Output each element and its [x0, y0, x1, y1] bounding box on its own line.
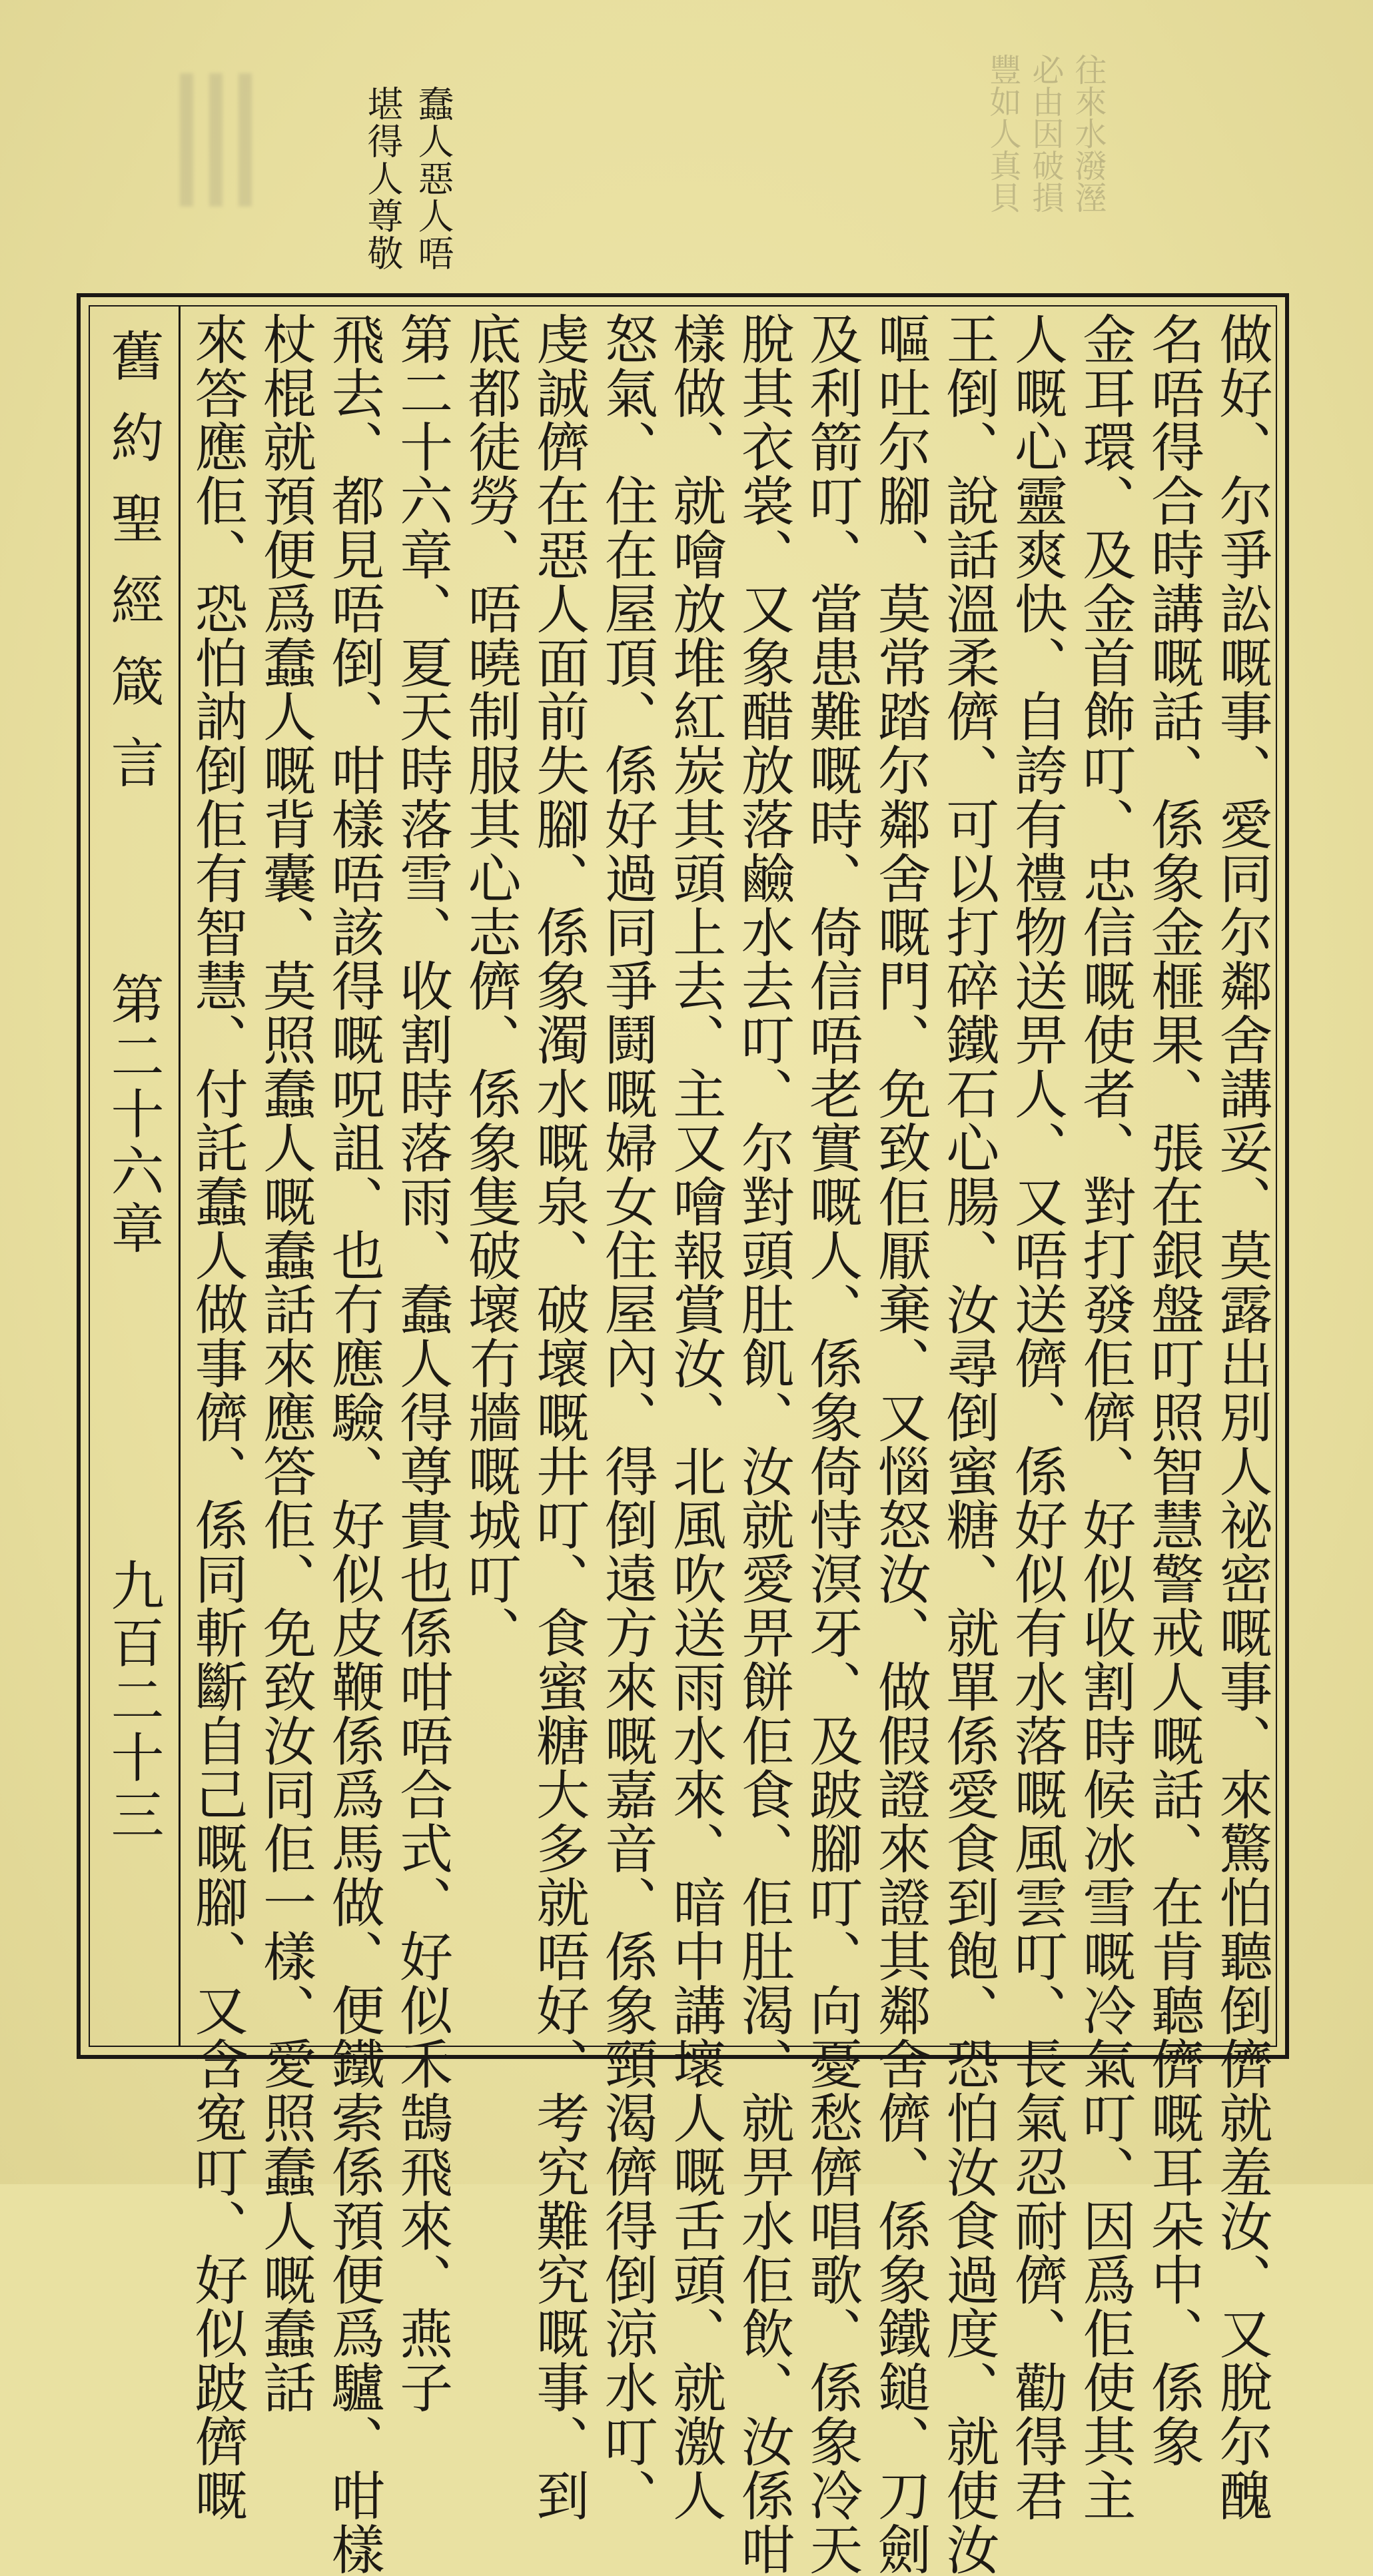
bleed-through-notes [986, 53, 1105, 213]
text-column: 金耳環、及金首飾叮、忠信嘅使者、對打發佢儕、好似收割時候冰雪嘅冷氣叮、因爲佢使其主 [1073, 312, 1136, 2522]
book-name-text: 箴言 [102, 654, 164, 816]
ghost-note-line: 豐如人真貝 [984, 53, 1021, 213]
page-number: 九百二十三 [102, 1558, 164, 1844]
text-column: 做好、尔爭訟嘅事、愛同尔鄰舍講妥、莫露出別人祕密嘅事、來驚怕聽倒儕就羞汝、又脫尔醜 [1210, 312, 1272, 2522]
bleed-through-stain [180, 73, 260, 207]
text-column: 人嘅心靈爽快、自誇有禮物送畀人、又唔送儕、係好似有水落嘅風雲叮、長氣忍耐儕、勸得君 [1005, 312, 1068, 2522]
chapter-start-column: 第二十六章、夏天時落雪、收割時落雨、蠢人得尊貴也係咁唔合式、好似禾鵠飛來、燕子 [390, 312, 453, 2415]
book-title [102, 328, 163, 816]
headnote-line: 堪得人尊敬 [362, 85, 404, 272]
chapter-label: 第二十六章 [102, 971, 164, 1258]
text-column: 嘔吐尔腳、莫常踏尔鄰舍嘅門、免致佢厭棄、又惱怒汝、做假證來證其鄰舍儕、係象鐵鎚、刀劍 [869, 312, 931, 2576]
text-column: 飛去、都見唔倒、咁樣唔該得嘅呪詛、也冇應驗、好似皮鞭係爲馬做、便鐵索係預便爲驢、咁樣 [322, 312, 385, 2576]
ghost-note-line: 往來水潑溼 [1069, 53, 1107, 213]
marginal-headnote [363, 85, 452, 272]
text-column: 杖棍就預便爲蠢人嘅背囊、莫照蠢人嘅蠢話來應答佢、免致汝同佢一樣、愛照蠢人嘅蠢話 [254, 312, 316, 2415]
text-column: 虔誠儕在惡人面前失腳、係象濁水嘅泉、破壞嘅井叮、食蜜糖大多就唔好、考究難究嘅事、到 [527, 312, 590, 2522]
text-frame [77, 293, 1289, 2576]
text-column: 樣做、就噲放堆紅炭其頭上去、主又噲報賞汝、北風吹送雨水來、暗中講壞人嘅舌頭、就激人 [664, 312, 726, 2522]
text-column: 怒氣、住在屋頂、係好過同爭鬪嘅婦女住屋內、得倒遠方來嘅嘉音、係象頸渴儕得倒涼水叮、 [596, 312, 658, 2522]
text-column: 底都徒勞、唔曉制服其心志儕、係象隻破壞冇牆嘅城叮、 [459, 312, 522, 1660]
headnote-line: 蠢人惡人唔 [412, 85, 454, 272]
text-column: 及利箭叮、當患難嘅時、倚信唔老實嘅人、係象倚恃溟牙、及跛腳叮、向憂愁儕唱歌、係象冷天 [800, 312, 863, 2576]
ghost-note-line: 必由因破損 [1027, 53, 1064, 213]
text-column: 來答應佢、恐怕訥倒佢有智慧、付託蠢人做事儕、係同斬斷自己嘅腳、又含寃叮、好似跛儕嘅 [186, 312, 248, 2522]
text-column: 名唔得合時講嘅話、係象金榧果、張在銀盤叮照智慧警戒人嘅話、在肯聽儕嘅耳朵中、係象 [1142, 312, 1204, 2468]
text-column: 脫其衣裳、又象醋放落鹼水去叮、尔對頭肚飢、汝就愛畀餅佢食、佢肚渴、就畀水佢飲、汝係咁 [732, 312, 795, 2576]
body-text [186, 312, 1272, 2576]
text-column: 王倒、說話溫柔儕、可以打碎鐵石心腸、汝尋倒蜜糖、就單係愛食到飽、恐怕汝食過度、就使汝 [937, 312, 999, 2576]
running-header [89, 305, 181, 2047]
book-title-text: 舊約聖經 [102, 328, 164, 654]
